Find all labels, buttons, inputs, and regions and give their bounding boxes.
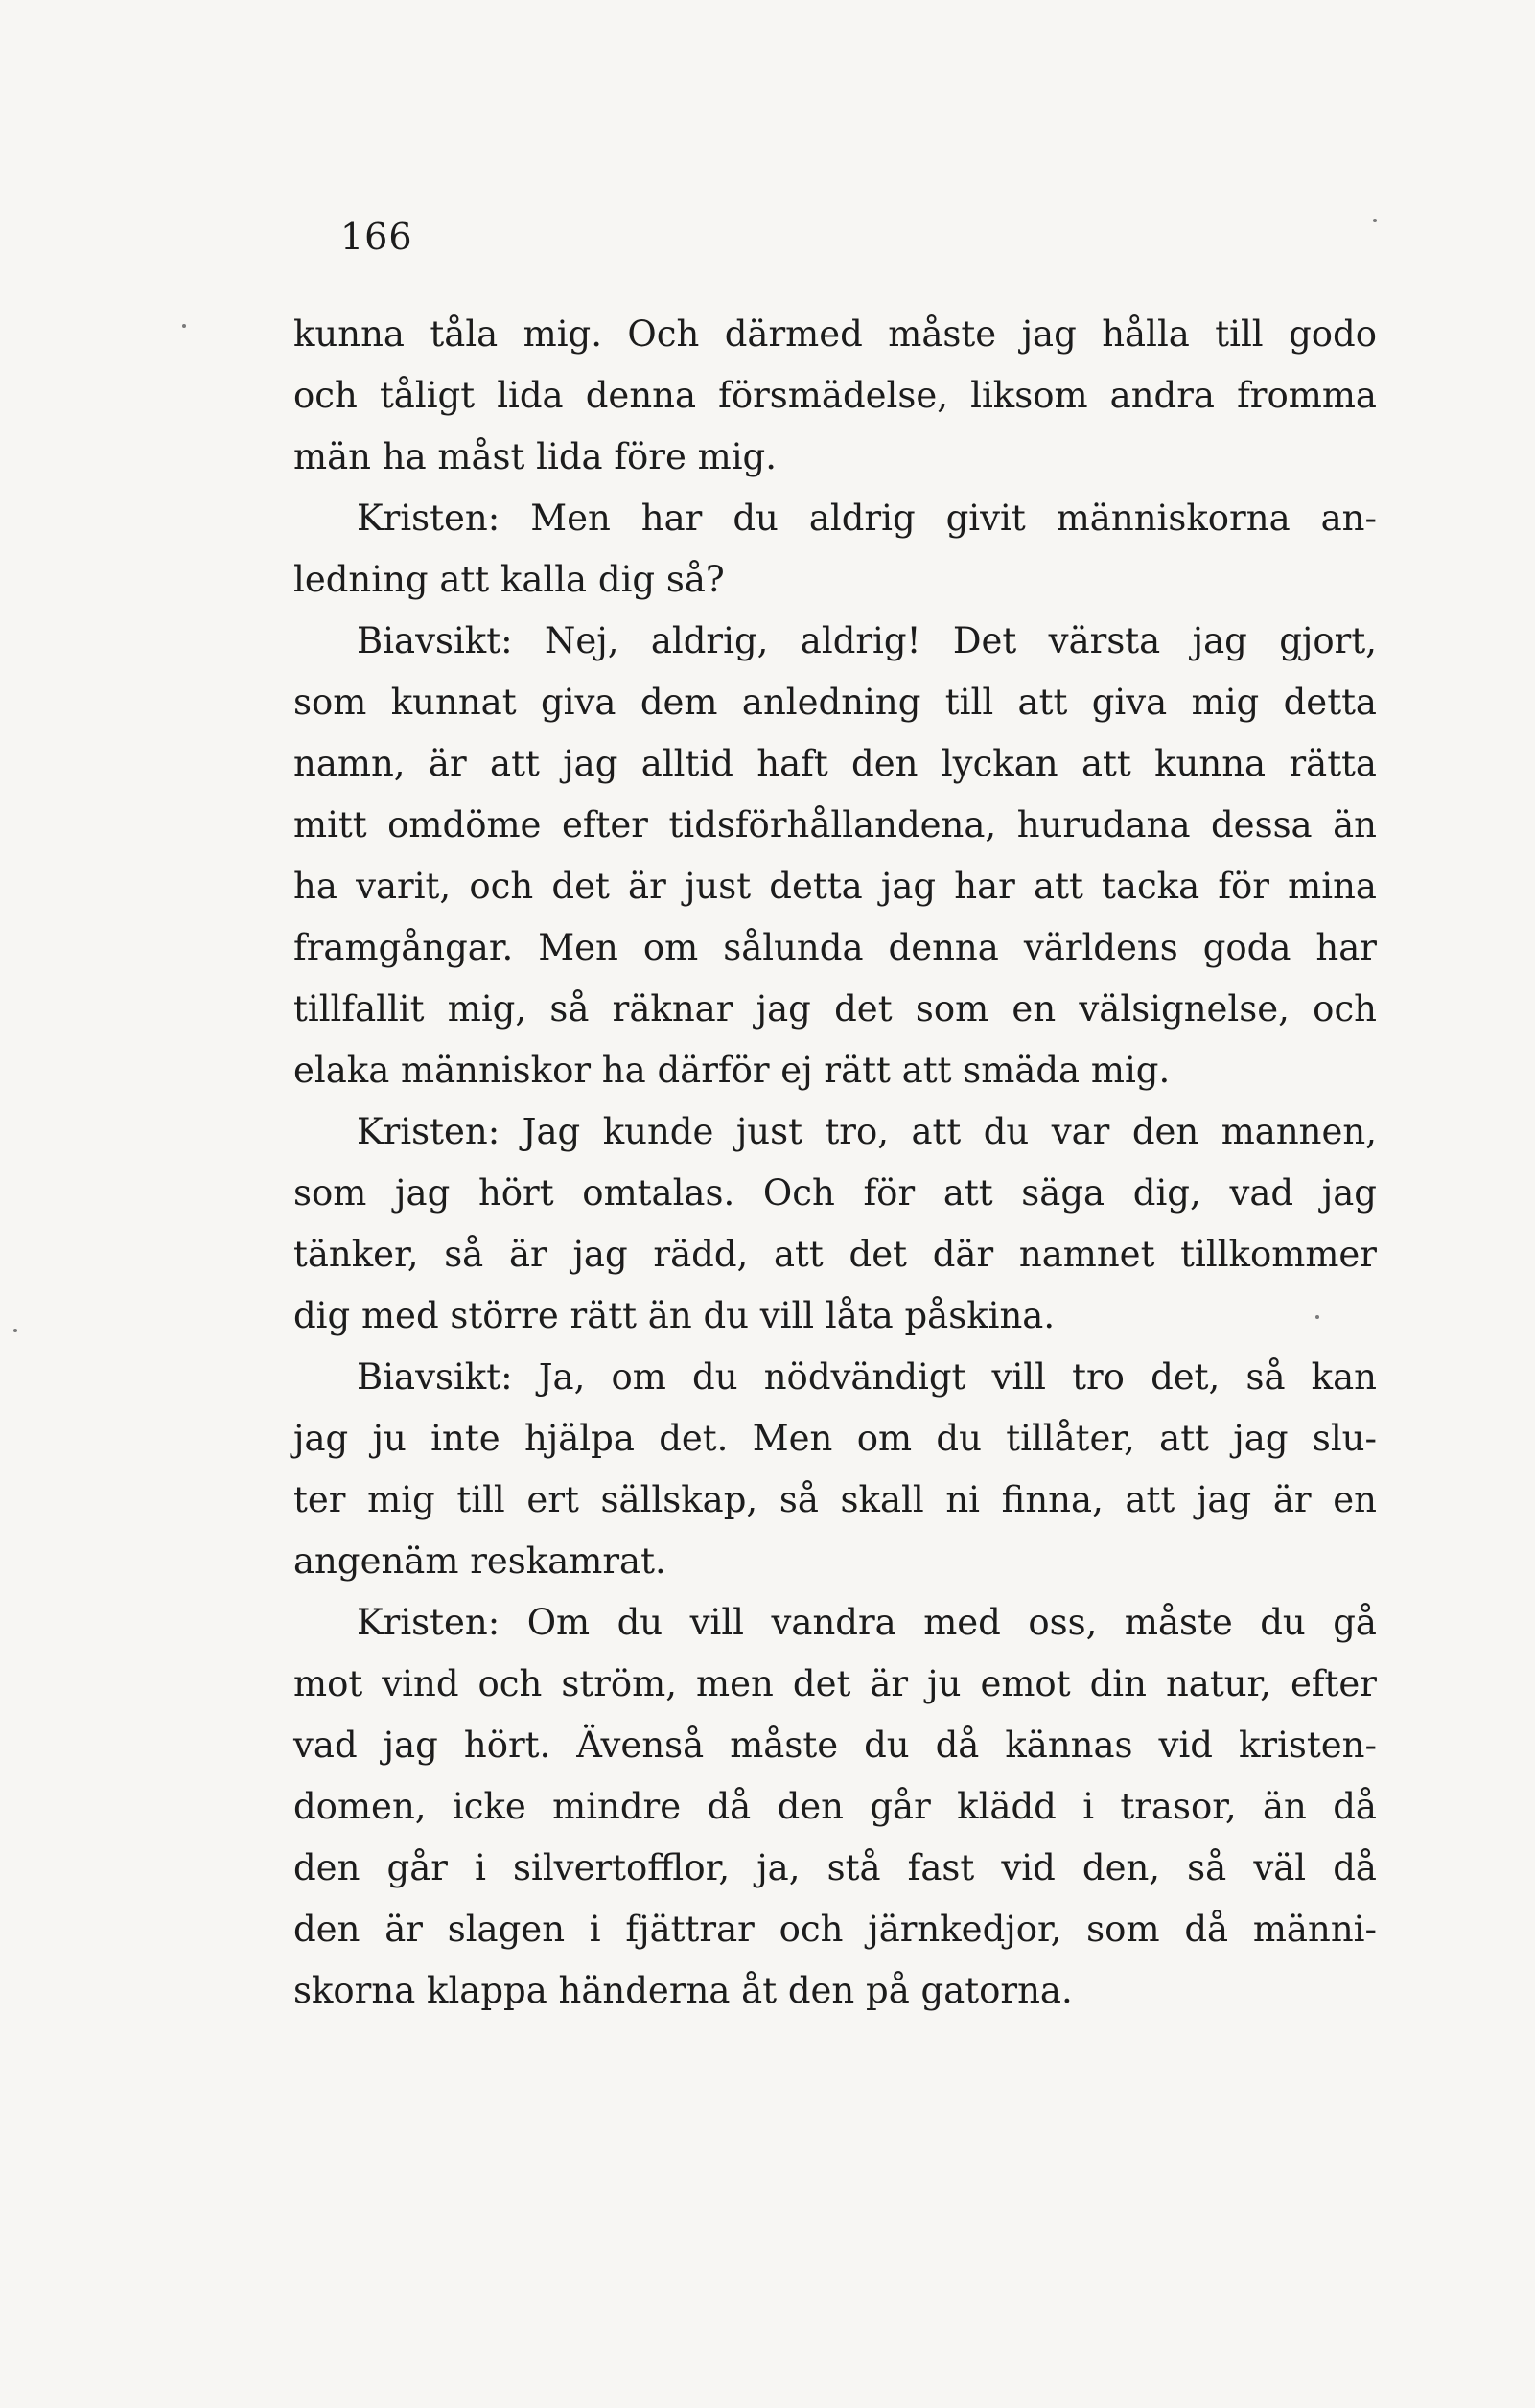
text-line: domen, icke mindre då den går klädd i trasor, än då [293, 1786, 1377, 1827]
text-line: jag ju inte hjälpa det. Men om du tillåter, att jag slu- [293, 1418, 1377, 1459]
text-line: Biavsikt: Ja, om du nödvändigt vill tro det, så kan [357, 1356, 1377, 1398]
text-line: som jag hört omtalas. Och för att säga dig, vad jag [293, 1172, 1377, 1214]
text-line: skorna klappa händerna åt den på gatorna. [293, 1970, 1073, 2011]
text-line: elaka människor ha därför ej rätt att smäda mig. [293, 1050, 1171, 1091]
text-line: dig med större rätt än du vill låta påskina. [293, 1295, 1056, 1336]
text-line: mitt omdöme efter tidsförhållandena, hurudana dessa än [293, 804, 1377, 845]
text-line: ledning att kalla dig så? [293, 559, 725, 600]
paper-speck [13, 1329, 17, 1332]
text-line: ter mig till ert sällskap, så skall ni finna, att jag är en [293, 1479, 1377, 1520]
text-line: angenäm reskamrat. [293, 1540, 666, 1582]
text-line: Kristen: Jag kunde just tro, att du var den mannen, [357, 1111, 1377, 1152]
text-line: och tåligt lida denna försmädelse, liksom andra fromma [293, 375, 1377, 416]
text-line: tänker, så är jag rädd, att det där namnet tillkommer [293, 1234, 1377, 1275]
text-line: den är slagen i fjättrar och järnkedjor, som då männi- [293, 1909, 1377, 1950]
text-line: män ha måst lida före mig. [293, 436, 777, 477]
text-line: tillfallit mig, så räknar jag det som en välsignelse, och [293, 988, 1377, 1030]
text-line: Kristen: Men har du aldrig givit människorna an- [357, 498, 1377, 539]
text-line: namn, är att jag alltid haft den lyckan att kunna rätta [293, 743, 1377, 784]
page-number: 166 [340, 216, 413, 258]
text-line: Kristen: Om du vill vandra med oss, måste du gå [357, 1602, 1377, 1643]
text-line: som kunnat giva dem anledning till att giva mig detta [293, 682, 1377, 723]
body-text [293, 304, 1377, 2022]
text-line: ha varit, och det är just detta jag har att tacka för mina [293, 866, 1377, 907]
text-line: vad jag hört. Ävenså måste du då kännas vid kristen- [293, 1725, 1377, 1766]
text-line: kunna tåla mig. Och därmed måste jag hålla till godo [293, 313, 1377, 355]
paper-speck [1315, 1315, 1319, 1319]
text-line: den går i silvertofflor, ja, stå fast vid den, så väl då [293, 1847, 1377, 1888]
paper-speck [182, 324, 186, 328]
text-line: Biavsikt: Nej, aldrig, aldrig! Det värsta jag gjort, [357, 620, 1377, 661]
text-line: mot vind och ström, men det är ju emot din natur, efter [293, 1663, 1377, 1704]
paper-speck [1373, 219, 1377, 222]
text-line: framgångar. Men om sålunda denna världens goda har [293, 927, 1377, 968]
